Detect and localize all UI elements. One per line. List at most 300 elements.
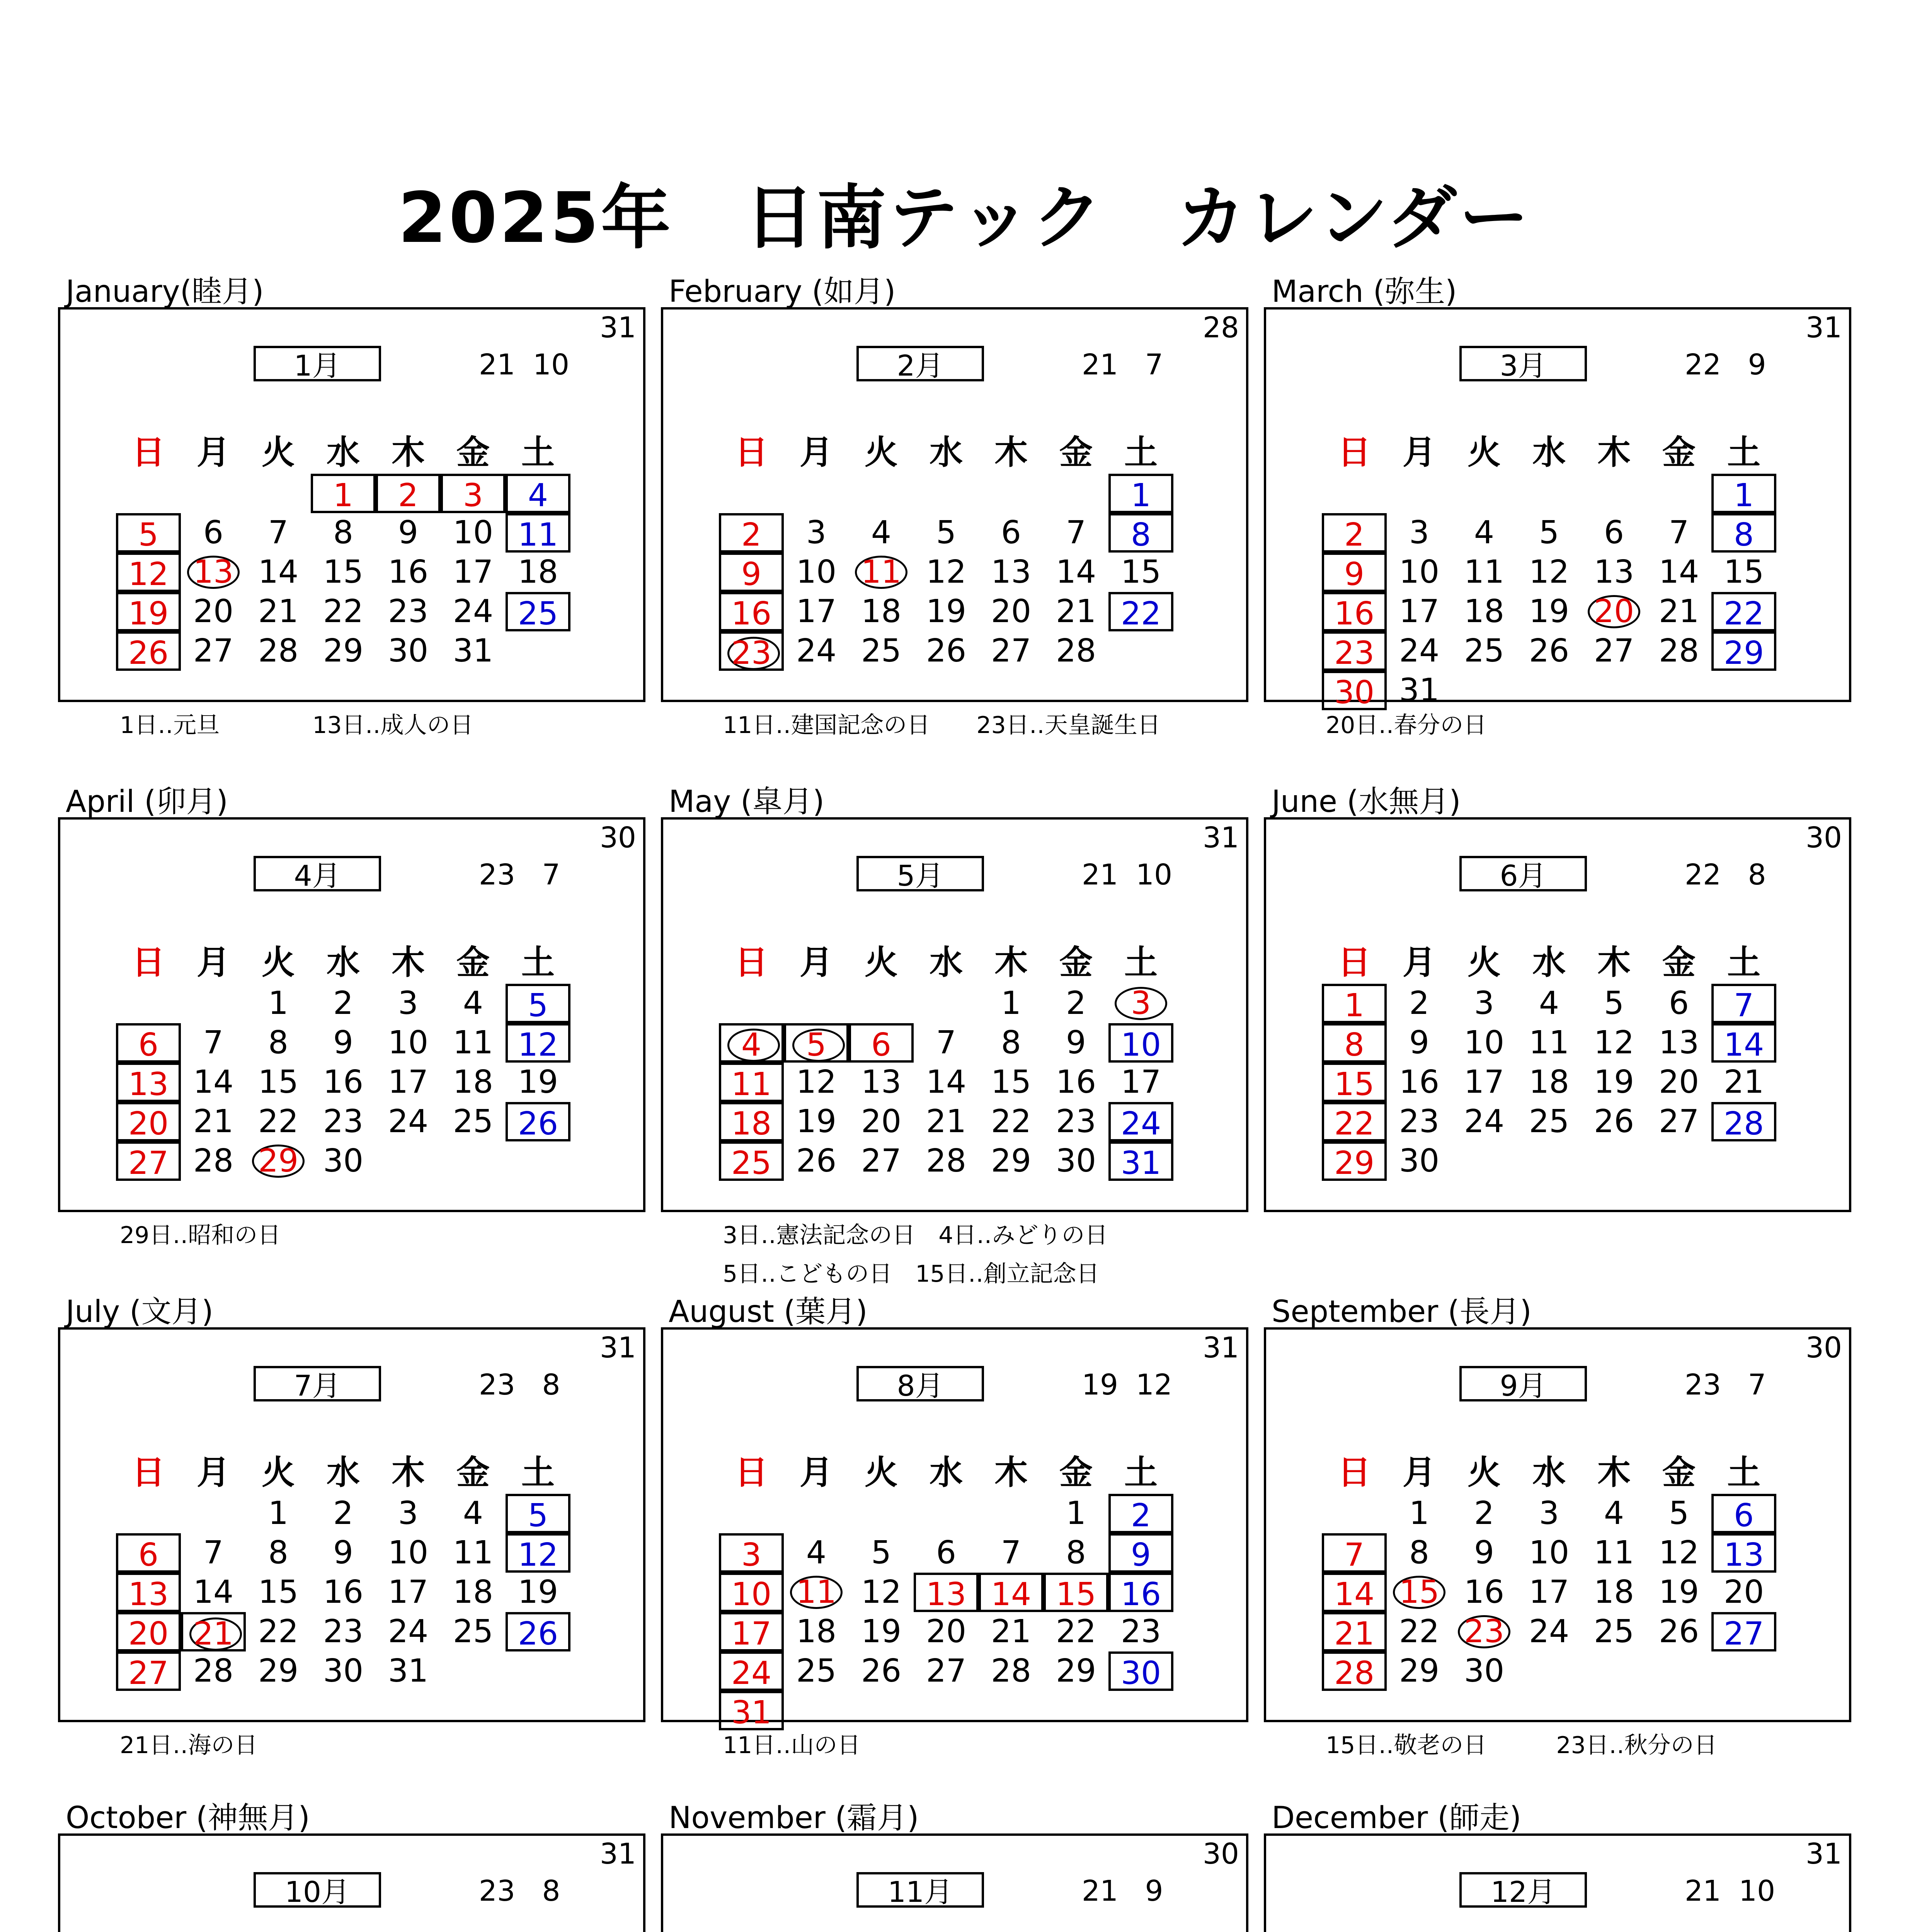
month-block [58,274,645,777]
day-cell [506,1023,570,1063]
day-number: 30 [388,633,429,669]
weekday-header: 月 [197,1453,230,1492]
day-number: 22 [991,1103,1032,1140]
day-cell [719,1102,784,1141]
day-number: 29 [258,1653,299,1689]
day-number: 19 [518,1064,558,1100]
day-cell [1387,1533,1452,1573]
day-cell [1582,1023,1646,1063]
day-number: 20 [926,1613,967,1650]
off-days-count: 10 [1738,1874,1776,1908]
day-cell [1582,1063,1646,1102]
month-block [661,784,1248,1287]
day-cell [719,1533,784,1573]
day-number: 21 [1658,593,1699,630]
day-cell [1582,513,1646,553]
day-number: 6 [203,514,224,551]
day-cell [1322,1612,1387,1651]
month-block [1264,784,1851,1287]
month-label: June (水無月) [1272,784,1461,819]
day-number: 3 [398,985,419,1022]
day-number: 3 [398,1495,419,1532]
day-cell [376,1023,441,1063]
day-number: 3 [806,514,827,551]
month-block [661,1294,1248,1797]
month-label: May (皐月) [669,784,824,819]
day-cell [1582,984,1646,1023]
day-cell [311,1651,376,1691]
day-cell [181,1651,246,1691]
day-cell [849,1651,914,1691]
day-cell [719,1612,784,1651]
day-number: 31 [388,1653,429,1689]
day-number: 10 [1399,554,1440,590]
day-number: 15 [323,554,364,590]
day-cell [784,1651,849,1691]
month-label: March (弥生) [1272,274,1457,309]
day-cell [914,553,979,592]
month-total-days: 30 [1805,821,1842,854]
weekday-header: 木 [1597,1453,1631,1492]
day-number: 2 [333,985,354,1022]
month-total-days: 30 [599,821,636,854]
day-number: 30 [1399,1143,1440,1179]
day-number: 22 [1334,1105,1375,1142]
day-cell [849,1063,914,1102]
month-total-days: 31 [1805,1837,1842,1871]
day-cell [1711,513,1776,553]
day-cell [116,1533,181,1573]
day-number: 18 [1529,1064,1570,1100]
day-number: 2 [1066,985,1086,1022]
day-cell [376,1651,441,1691]
day-number: 15 [258,1574,299,1611]
day-cell [116,513,181,553]
day-cell [246,1494,311,1533]
day-number: 18 [453,1574,494,1611]
day-number: 19 [1594,1064,1634,1100]
weekday-header: 水 [1532,433,1566,472]
day-cell [1044,631,1108,671]
day-cell [1582,1533,1646,1573]
day-number: 6 [871,1027,892,1063]
day-cell [1517,1102,1582,1141]
day-number: 17 [1464,1064,1505,1100]
month-box [1264,817,1851,1212]
day-cell [1108,1102,1173,1141]
month-name: 3月 [1459,346,1587,381]
day-cell [441,984,506,1023]
day-cell [719,1573,784,1612]
day-number: 24 [796,633,837,669]
weekday-header: 土 [1727,433,1760,472]
work-days-count: 21 [1081,858,1119,891]
day-number: 12 [518,1027,558,1063]
weekday-header: 土 [1727,943,1760,982]
day-number: 15 [991,1064,1032,1100]
weekday-header: 土 [1727,1453,1760,1492]
day-cell [914,592,979,631]
day-cell [506,1102,570,1141]
day-number: 13 [128,1066,169,1103]
day-number: 9 [1066,1024,1086,1061]
day-cell [1582,592,1646,631]
day-cell [181,1102,246,1141]
day-cell [1387,1612,1452,1651]
day-cell [1711,1612,1776,1651]
day-number: 24 [388,1103,429,1140]
day-number: 25 [796,1653,837,1689]
day-number: 22 [323,593,364,630]
day-cell [311,1063,376,1102]
day-number: 8 [1066,1534,1086,1571]
month-box [661,817,1248,1212]
month-name: 8月 [856,1366,984,1401]
day-cell [311,1612,376,1651]
day-number: 17 [1399,593,1440,630]
day-cell [116,1063,181,1102]
day-number: 20 [1658,1064,1699,1100]
weekday-header: 金 [1059,943,1093,982]
day-number: 26 [861,1653,902,1689]
day-number: 21 [1056,593,1096,630]
day-number: 24 [453,593,494,630]
day-cell [1711,1063,1776,1102]
day-number: 11 [1594,1534,1634,1571]
day-cell [1582,631,1646,671]
day-number: 12 [128,556,169,593]
day-cell [1387,592,1452,631]
day-number: 11 [796,1574,837,1611]
day-number: 27 [1723,1616,1764,1652]
day-number: 29 [1056,1653,1096,1689]
day-number: 14 [1658,554,1699,590]
day-number: 18 [861,593,902,630]
day-number: 3 [1474,985,1495,1022]
day-cell [311,553,376,592]
day-number: 7 [203,1534,224,1571]
day-cell [1582,1494,1646,1533]
day-cell [849,1141,914,1181]
day-number: 4 [741,1027,762,1063]
work-days-count: 22 [1684,348,1721,381]
day-cell [1711,631,1776,671]
weekday-header: 金 [1059,1453,1093,1492]
day-cell [1517,1573,1582,1612]
day-number: 4 [1474,514,1495,551]
month-box [1264,307,1851,711]
month-total-days: 31 [599,1837,636,1871]
holiday-notes [120,1728,257,1767]
day-number: 2 [1409,985,1430,1022]
day-cell [1452,1023,1517,1063]
day-number: 23 [1056,1103,1096,1140]
day-number: 7 [1668,514,1689,551]
day-cell [1711,1533,1776,1573]
day-cell [1452,1533,1517,1573]
day-cell [719,592,784,631]
month-block [58,1801,645,1932]
day-cell [1044,1612,1108,1651]
month-name: 10月 [254,1872,381,1908]
day-number: 12 [1594,1024,1634,1061]
weekday-header: 水 [327,1453,360,1492]
day-cell [1108,1533,1173,1573]
day-number: 16 [1334,595,1375,632]
holiday-notes [723,1728,860,1767]
day-cell [1322,984,1387,1023]
month-block [1264,1294,1851,1797]
day-cell [1044,553,1108,592]
day-cell [1322,1533,1387,1573]
day-cell [1322,1651,1387,1691]
weekday-header: 日 [735,1453,768,1492]
day-number: 15 [258,1064,299,1100]
weekday-header: 金 [1059,433,1093,472]
day-cell [849,1023,914,1063]
month-label: February (如月) [669,274,896,309]
day-number: 21 [193,1616,234,1652]
work-days-count: 22 [1684,858,1721,891]
day-cell [246,1533,311,1573]
weekday-header: 水 [1532,1453,1566,1492]
weekday-header: 月 [1403,943,1436,982]
month-name: 2月 [856,346,984,381]
day-cell [181,553,246,592]
day-cell [1387,1494,1452,1533]
day-cell [1387,513,1452,553]
day-number: 28 [193,1653,234,1689]
day-number: 11 [1529,1024,1570,1061]
day-number: 16 [323,1064,364,1100]
day-number: 1 [1130,477,1151,514]
day-number: 5 [138,517,159,553]
day-number: 11 [453,1534,494,1571]
off-days-count: 7 [542,858,560,891]
day-number: 23 [1399,1103,1440,1140]
weekday-header: 火 [865,943,898,982]
day-cell [1322,1141,1387,1181]
day-cell [441,1573,506,1612]
day-cell [441,1063,506,1102]
month-label: December (師走) [1272,1801,1522,1835]
month-total-days: 31 [1202,821,1239,854]
day-number: 15 [1120,554,1161,590]
day-number: 4 [463,985,484,1022]
day-cell [1387,1573,1452,1612]
day-cell [1322,553,1387,592]
day-number: 18 [453,1064,494,1100]
day-number: 2 [741,517,762,553]
day-number: 5 [1604,985,1624,1022]
day-number: 23 [1334,635,1375,672]
day-cell [246,631,311,671]
day-number: 13 [861,1064,902,1100]
day-number: 3 [463,477,484,514]
month-total-days: 30 [1202,1837,1239,1871]
day-cell [311,631,376,671]
day-cell [311,1102,376,1141]
day-number: 26 [796,1143,837,1179]
day-cell [376,592,441,631]
day-number: 11 [1464,554,1505,590]
day-number: 4 [806,1534,827,1571]
day-number: 8 [1344,1027,1365,1063]
day-cell [1646,1533,1711,1573]
day-number: 30 [323,1653,364,1689]
day-cell [506,553,570,592]
day-number: 11 [453,1024,494,1061]
day-number: 22 [1723,595,1764,632]
day-cell [1582,1102,1646,1141]
day-cell [849,1612,914,1651]
day-number: 19 [518,1574,558,1611]
weekday-header: 土 [1124,1453,1158,1492]
day-number: 25 [861,633,902,669]
day-cell [376,474,441,513]
weekday-header: 日 [1338,1453,1371,1492]
day-number: 1 [1409,1495,1430,1532]
day-number: 22 [258,1103,299,1140]
month-label: January(睦月) [66,274,264,309]
day-cell [1517,1533,1582,1573]
day-cell [181,1612,246,1651]
weekday-header: 木 [994,943,1028,982]
weekday-header: 火 [865,433,898,472]
day-number: 31 [731,1694,772,1731]
holiday-notes [1326,708,1486,747]
day-number: 19 [1658,1574,1699,1611]
month-total-days: 31 [599,311,636,344]
month-total-days: 31 [1805,311,1842,344]
day-number: 8 [1733,517,1754,553]
day-cell [979,1651,1044,1691]
day-cell [1646,1612,1711,1651]
day-cell [376,513,441,553]
day-number: 5 [871,1534,892,1571]
day-number: 7 [1001,1534,1021,1571]
day-cell [246,513,311,553]
off-days-count: 9 [1145,1874,1163,1908]
weekday-header: 火 [262,943,295,982]
day-cell [116,1651,181,1691]
day-cell [376,1612,441,1651]
day-cell [311,1494,376,1533]
day-number: 24 [731,1655,772,1692]
month-name: 1月 [254,346,381,381]
day-number: 10 [731,1576,772,1613]
day-cell [914,1612,979,1651]
day-number: 17 [388,1574,429,1611]
day-cell [914,513,979,553]
month-name: 7月 [254,1366,381,1401]
day-number: 1 [268,985,289,1022]
day-cell [311,1023,376,1063]
day-cell [311,513,376,553]
day-number: 4 [1604,1495,1624,1532]
day-cell [1517,513,1582,553]
day-cell [441,1612,506,1651]
holiday-notes [120,1218,281,1257]
day-number: 5 [936,514,957,551]
day-cell [784,513,849,553]
day-number: 31 [1120,1145,1161,1182]
day-cell [1108,474,1173,513]
day-cell [1646,592,1711,631]
day-cell [784,1102,849,1141]
day-number: 16 [1056,1064,1096,1100]
day-number: 14 [926,1064,967,1100]
weekday-header: 日 [735,943,768,982]
day-number: 18 [731,1105,772,1142]
day-number: 20 [193,593,234,630]
day-number: 8 [1409,1534,1430,1571]
day-number: 23 [388,593,429,630]
day-number: 7 [1344,1537,1365,1573]
day-number: 26 [1594,1103,1634,1140]
day-number: 7 [203,1024,224,1061]
day-number: 28 [1334,1655,1375,1692]
day-cell [1646,1102,1711,1141]
day-cell [1387,984,1452,1023]
day-number: 5 [528,1497,548,1534]
day-number: 18 [1594,1574,1634,1611]
day-number: 25 [453,1613,494,1650]
day-cell [849,513,914,553]
day-cell [1711,553,1776,592]
day-cell [1044,1533,1108,1573]
day-cell [1322,1102,1387,1141]
day-cell [1452,1102,1517,1141]
day-cell [506,1063,570,1102]
work-days-count: 21 [1684,1874,1721,1908]
day-cell [246,1141,311,1181]
day-number: 27 [193,633,234,669]
day-number: 14 [991,1576,1032,1613]
day-number: 23 [323,1103,364,1140]
month-label: August (葉月) [669,1294,868,1329]
day-cell [1322,1063,1387,1102]
day-cell [1322,631,1387,671]
month-box [661,307,1248,702]
day-number: 29 [991,1143,1032,1179]
day-number: 27 [1594,633,1634,669]
holiday-notes [1326,1728,1717,1767]
day-cell [1517,1612,1582,1651]
weekday-header: 木 [392,433,425,472]
day-number: 30 [323,1143,364,1179]
day-number: 8 [1130,517,1151,553]
day-number: 3 [741,1537,762,1573]
day-cell [1044,1102,1108,1141]
holiday-note: 11日‥建国記念の日 23日‥天皇誕生日 [723,712,1161,739]
month-label: November (霜月) [669,1801,919,1835]
day-number: 15 [1723,554,1764,590]
day-cell [246,1023,311,1063]
day-number: 7 [1066,514,1086,551]
off-days-count: 12 [1136,1368,1173,1401]
weekday-header: 日 [132,433,165,472]
day-number: 25 [1594,1613,1634,1650]
day-cell [849,1533,914,1573]
day-number: 14 [193,1574,234,1611]
day-number: 6 [1604,514,1624,551]
day-cell [441,631,506,671]
day-number: 20 [128,1105,169,1142]
weekday-header: 土 [1124,943,1158,982]
month-box [1264,1327,1851,1722]
day-number: 20 [1723,1574,1764,1611]
